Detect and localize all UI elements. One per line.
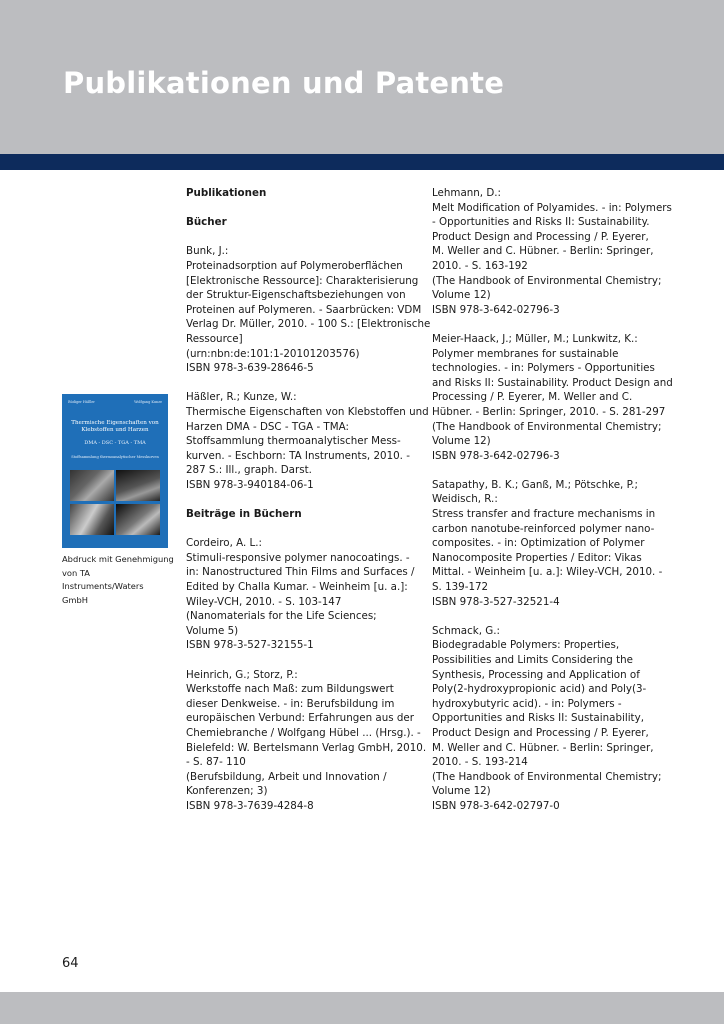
entry-line: Thermische Eigenschaften von Klebstoffen und bbox=[186, 405, 429, 418]
entry-line: ISBN 978-3-527-32521-4 bbox=[432, 595, 560, 608]
page-title: Publikationen und Patente bbox=[63, 66, 505, 100]
caption-line: GmbH bbox=[62, 594, 89, 605]
entry-line: Ressource] bbox=[186, 332, 243, 345]
entry-line: composites. - in: Optimization of Polymer bbox=[432, 537, 645, 550]
entry-line: Stoffsammlung thermoanalytischer Mess- bbox=[186, 435, 401, 448]
entry-line: - Opportunities and Risks II: Sustainability. bbox=[432, 216, 650, 229]
entry-line: der Struktur-Eigenschaftsbeziehungen von bbox=[186, 289, 406, 302]
entry-line: Product Design and Processing / P. Eyerer, bbox=[432, 726, 649, 739]
entry-line: Konferenzen; 3) bbox=[186, 785, 268, 798]
cover-photo bbox=[116, 470, 160, 501]
entry-line: Verlag Dr. Müller, 2010. - 100 S.: [Elektronische bbox=[186, 318, 431, 331]
entry-line: (The Handbook of Environmental Chemistry; bbox=[432, 420, 662, 433]
entry-line: Volume 12) bbox=[432, 289, 491, 302]
entry-line: Cordeiro, A. L.: bbox=[186, 537, 263, 550]
entry-line: Schmack, G.: bbox=[432, 624, 500, 637]
entry-line: Melt Modification of Polyamides. - in: Polymers bbox=[432, 201, 672, 214]
entry-line: carbon nanotube-reinforced polymer nano- bbox=[432, 522, 655, 535]
contributions-list-continued bbox=[432, 186, 673, 814]
entry-line: (The Handbook of Environmental Chemistry; bbox=[432, 770, 662, 783]
cover-title: Thermische Eigenschaften von Klebstoffen und Harzen bbox=[71, 420, 159, 433]
entry-line: Volume 12) bbox=[432, 435, 491, 448]
entry-line: Bielefeld: W. Bertelsmann Verlag GmbH, 2010. bbox=[186, 741, 427, 754]
entry-line: M. Weller and C. Hübner. - Berlin: Springer, bbox=[432, 741, 654, 754]
entry-line: Harzen DMA - DSC - TGA - TMA: bbox=[186, 420, 349, 433]
subsection-heading-books: Bücher bbox=[186, 216, 227, 229]
entry-line: [Elektronische Ressource]: Charakterisierung bbox=[186, 274, 419, 287]
entry-line: Product Design and Processing / P. Eyerer, bbox=[432, 230, 649, 243]
cover-photo bbox=[70, 470, 114, 501]
bibliography-entry bbox=[186, 668, 427, 814]
entry-line: 2010. - S. 193-214 bbox=[432, 756, 528, 769]
entry-line: ISBN 978-3-642-02796-3 bbox=[432, 449, 560, 462]
entry-line: hydroxybutyric acid). - in: Polymers - bbox=[432, 697, 622, 710]
contributions-list bbox=[186, 536, 427, 813]
entry-line: Wiley-VCH, 2010. - S. 103-147 bbox=[186, 595, 342, 608]
bibliography-entry bbox=[432, 332, 673, 463]
entry-line: Poly(2-hydroxypropionic acid) and Poly(3- bbox=[432, 683, 647, 696]
entry-line: Weidisch, R.: bbox=[432, 493, 498, 506]
entry-line: Volume 5) bbox=[186, 624, 239, 637]
entry-line: technologies. - in: Polymers - Opportunities bbox=[432, 362, 655, 375]
entry-line: ISBN 978-3-940184-06-1 bbox=[186, 478, 314, 491]
entry-line: Chemiebranche / Wolfgang Hübel ... (Hrsg.). - bbox=[186, 726, 421, 739]
entry-line: (The Handbook of Environmental Chemistry; bbox=[432, 274, 662, 287]
entry-line: Stimuli-responsive polymer nanocoatings. - bbox=[186, 551, 410, 564]
entry-line: Heinrich, G.; Storz, P.: bbox=[186, 668, 298, 681]
entry-line: Proteinen auf Polymeren. - Saarbrücken: VDM bbox=[186, 303, 422, 316]
entry-line: Proteinadsorption auf Polymeroberflächen bbox=[186, 259, 403, 272]
cover-authors bbox=[68, 400, 162, 404]
cover-author-left: Rüdiger Häßler bbox=[68, 400, 95, 404]
entry-line: Edited by Challa Kumar. - Weinheim [u. a.]: bbox=[186, 581, 408, 594]
entry-line: and Risks II: Sustainability. Product Design and bbox=[432, 376, 673, 389]
entry-line: ISBN 978-3-642-02797-0 bbox=[432, 799, 560, 812]
entry-line: ISBN 978-3-527-32155-1 bbox=[186, 639, 314, 652]
bibliography-entry bbox=[186, 536, 416, 653]
entry-line: dieser Denkweise. - in: Berufsbildung im bbox=[186, 697, 395, 710]
accent-bar bbox=[0, 154, 724, 170]
left-column bbox=[186, 186, 431, 828]
entry-line: 287 S.: Ill., graph. Darst. bbox=[186, 464, 312, 477]
bibliography-entry bbox=[432, 478, 664, 609]
bibliography-entry bbox=[186, 244, 431, 375]
entry-line: 2010. - S. 163-192 bbox=[432, 259, 528, 272]
books-list bbox=[186, 244, 431, 492]
entry-line: Polymer membranes for sustainable bbox=[432, 347, 619, 360]
entry-line: (Nanomaterials for the Life Sciences; bbox=[186, 610, 377, 623]
entry-line: Meier-Haack, J.; Müller, M.; Lunkwitz, K.: bbox=[432, 332, 638, 345]
entry-line: (urn:nbn:de:101:1-20101203576) bbox=[186, 347, 360, 360]
entry-line: in: Nanostructured Thin Films and Surfaces / bbox=[186, 566, 415, 579]
entry-line: Volume 12) bbox=[432, 785, 491, 798]
entry-line: Processing / P. Eyerer, M. Weller and C. bbox=[432, 391, 633, 404]
subsection-heading-contributions: Beiträge in Büchern bbox=[186, 508, 302, 521]
cover-subtitle: DMA - DSC - TGA - TMA bbox=[84, 440, 146, 446]
entry-line: Opportunities and Risks II: Sustainability, bbox=[432, 712, 644, 725]
entry-line: Satapathy, B. K.; Ganß, M.; Pötschke, P.; bbox=[432, 478, 638, 491]
entry-line: Biodegradable Polymers: Properties, bbox=[432, 639, 620, 652]
entry-line: (Berufsbildung, Arbeit und Innovation / bbox=[186, 770, 387, 783]
caption-line: Abdruck mit Genehmigung bbox=[62, 554, 174, 564]
cover-author-right: Wolfgang Kunze bbox=[134, 400, 162, 404]
cover-photo bbox=[70, 504, 114, 535]
entry-line: Synthesis, Processing and Application of bbox=[432, 668, 640, 681]
book-cover-image bbox=[62, 394, 168, 548]
bibliography-entry bbox=[432, 624, 664, 814]
entry-line: Bunk, J.: bbox=[186, 245, 229, 258]
entry-line: Mittal. - Weinheim [u. a.]: Wiley-VCH, 2010. - bbox=[432, 566, 663, 579]
entry-line: Stress transfer and fracture mechanisms in bbox=[432, 508, 656, 521]
bibliography-entry bbox=[432, 186, 672, 317]
page-number: 64 bbox=[62, 956, 79, 971]
bibliography-entry bbox=[186, 390, 429, 492]
footer-band bbox=[0, 992, 724, 1024]
section-heading: Publikationen bbox=[186, 187, 267, 199]
caption-line: von TA Instruments/Waters bbox=[62, 567, 144, 591]
cover-photo bbox=[116, 504, 160, 535]
entry-line: ISBN 978-3-639-28646-5 bbox=[186, 362, 314, 375]
entry-line: ISBN 978-3-642-02796-3 bbox=[432, 303, 560, 316]
entry-line: ISBN 978-3-7639-4284-8 bbox=[186, 799, 314, 812]
entry-line: europäischen Verbund: Erfahrungen aus der bbox=[186, 712, 414, 725]
entry-line: M. Weller and C. Hübner. - Berlin: Springer, bbox=[432, 245, 654, 258]
entry-line: Nanocomposite Properties / Editor: Vikas bbox=[432, 551, 642, 564]
entry-line: S. 139-172 bbox=[432, 581, 489, 594]
right-column bbox=[432, 186, 673, 828]
entry-line: kurven. - Eschborn: TA Instruments, 2010. - bbox=[186, 449, 410, 462]
entry-line: Häßler, R.; Kunze, W.: bbox=[186, 391, 297, 404]
entry-line: Werkstoffe nach Maß: zum Bildungswert bbox=[186, 683, 394, 696]
entry-line: Possibilities and Limits Considering the bbox=[432, 654, 633, 666]
entry-line: - S. 87- 110 bbox=[186, 756, 246, 769]
image-caption bbox=[62, 553, 174, 607]
cover-subtitle-2: Stoffsammlung thermoanalytischer Messkurven bbox=[71, 455, 159, 459]
entry-line: Hübner. - Berlin: Springer, 2010. - S. 281-297 bbox=[432, 405, 666, 418]
entry-line: Lehmann, D.: bbox=[432, 187, 502, 199]
